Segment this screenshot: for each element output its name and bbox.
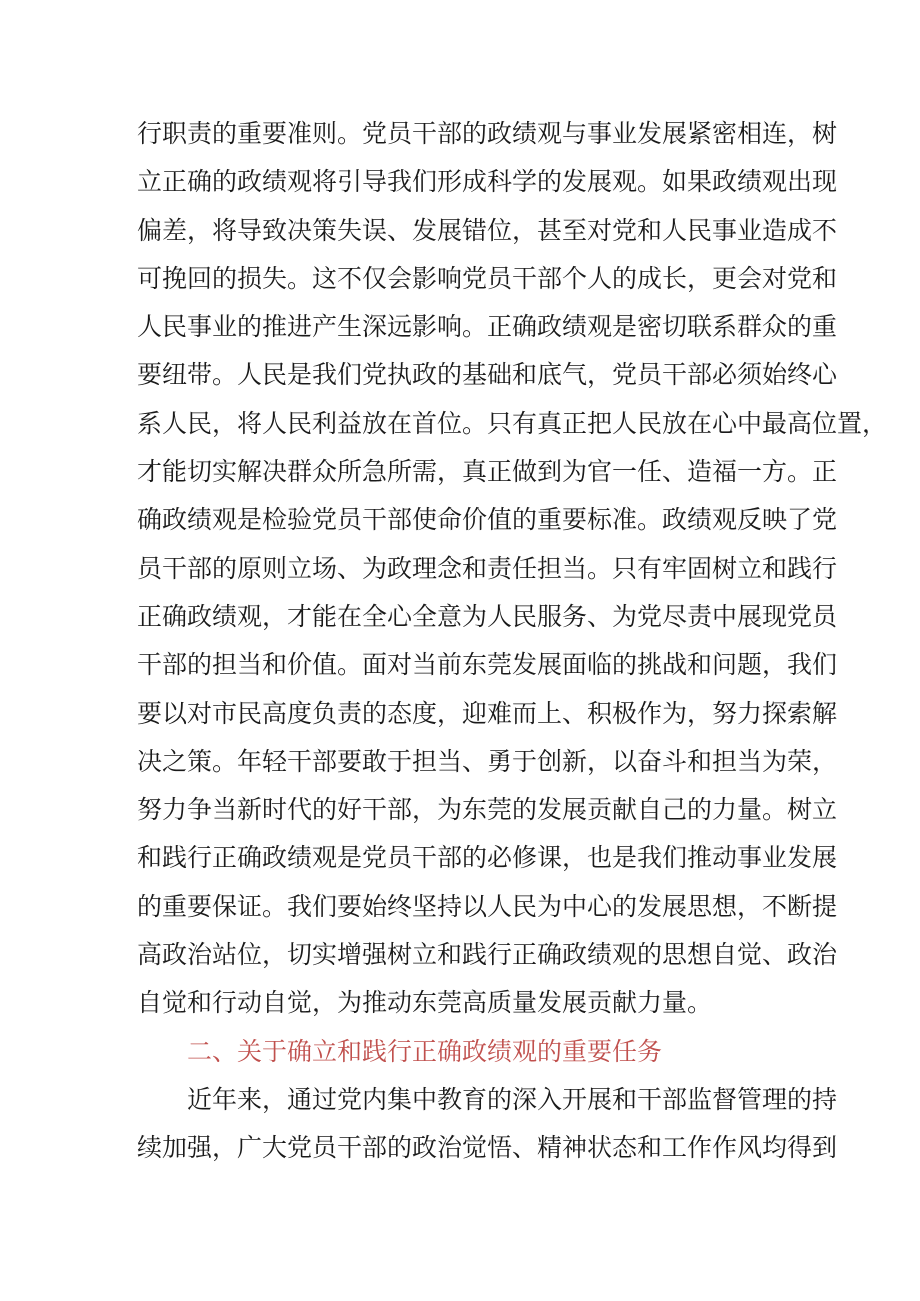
- text-line: 要以对市民高度负责的态度，迎难而上、积极作为，努力探索解: [137, 698, 838, 728]
- text-line: 决之策。年轻干部要敢于担当、勇于创新，以奋斗和担当为荣，: [137, 746, 838, 776]
- text-line: 努力争当新时代的好干部，为东莞的发展贡献自己的力量。树立: [137, 795, 838, 825]
- text-line: 人民事业的推进产生深远影响。正确政绩观是密切联系群众的重: [137, 312, 838, 342]
- text-line: 员干部的原则立场、为政理念和责任担当。只有牢固树立和践行: [137, 553, 838, 583]
- text-line: 干部的担当和价值。面对当前东莞发展面临的挑战和问题，我们: [137, 650, 838, 680]
- text-line: 立正确的政绩观将引导我们形成科学的发展观。如果政绩观出现: [137, 167, 838, 197]
- text-line: 近年来，通过党内集中教育的深入开展和干部监督管理的持: [187, 1084, 838, 1114]
- text-line: 续加强，广大党员干部的政治觉悟、精神状态和工作作风均得到: [137, 1133, 838, 1163]
- body-text: [137, 110, 888, 1173]
- text-line: 系人民，将人民利益放在首位。只有真正把人民放在心中最高位置，: [137, 408, 888, 438]
- text-line: 才能切实解决群众所急所需，真正做到为官一任、造福一方。正: [137, 457, 838, 487]
- text-line: 正确政绩观，才能在全心全意为人民服务、为党尽责中展现党员: [137, 601, 838, 631]
- section-heading: 二、关于确立和践行正确政绩观的重要任务: [187, 1036, 663, 1066]
- text-line: 和践行正确政绩观是党员干部的必修课，也是我们推动事业发展: [137, 843, 838, 873]
- text-line: 自觉和行动自觉，为推动东莞高质量发展贡献力量。: [137, 988, 713, 1018]
- text-line: 高政治站位，切实增强树立和践行正确政绩观的思想自觉、政治: [137, 940, 838, 970]
- text-line: 的重要保证。我们要始终坚持以人民为中心的发展思想，不断提: [137, 891, 838, 921]
- text-line: 行职责的重要准则。党员干部的政绩观与事业发展紧密相连，树: [137, 119, 838, 148]
- text-line: 确政绩观是检验党员干部使命价值的重要标准。政绩观反映了党: [137, 505, 838, 535]
- text-line: 可挽回的损失。这不仅会影响党员干部个人的成长，更会对党和: [137, 263, 838, 293]
- text-line: 要纽带。人民是我们党执政的基础和底气，党员干部必须始终心: [137, 360, 838, 390]
- text-line: 偏差，将导致决策失误、发展错位，甚至对党和人民事业造成不: [137, 215, 838, 245]
